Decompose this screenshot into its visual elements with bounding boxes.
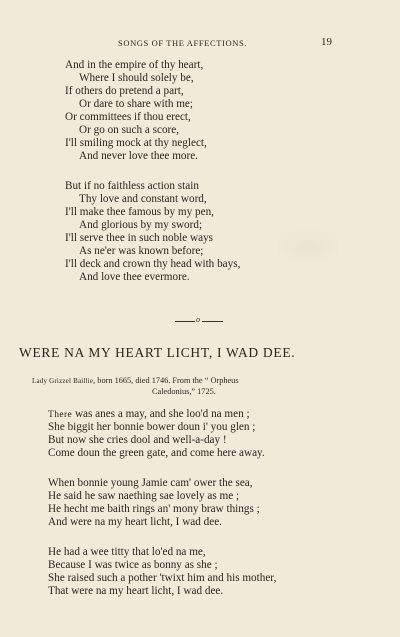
verse-line: And never love thee more. bbox=[79, 150, 198, 162]
verse-line: Come doun the green gate, and come here away. bbox=[48, 447, 265, 459]
running-head bbox=[0, 38, 400, 52]
verse-line: And love thee evermore. bbox=[79, 271, 190, 283]
divider-rule-left bbox=[175, 321, 195, 322]
verse-line: Because I was twice as bonny as she ; bbox=[48, 559, 218, 571]
verse-line: I'll deck and crown thy head with bays, bbox=[65, 258, 241, 270]
verse-line: As ne'er was known before; bbox=[79, 245, 204, 257]
author-name: Lady Grizzel Baillie bbox=[32, 377, 94, 385]
drop-word: There bbox=[48, 410, 73, 420]
verse-line: And were na my heart licht, I wad dee. bbox=[48, 516, 222, 528]
section-divider bbox=[175, 315, 223, 326]
verse-line: And glorious by my sword; bbox=[79, 219, 203, 231]
page-number: 19 bbox=[321, 36, 332, 48]
verse-line: And in the empire of thy heart, bbox=[65, 59, 204, 71]
verse-line: Thy love and constant word, bbox=[79, 193, 207, 205]
verse-line: That were na my heart licht, I wad dee. bbox=[48, 585, 224, 597]
verse-line bbox=[48, 408, 250, 422]
verse-line: She raised such a pother 'twixt him and his mother, bbox=[48, 572, 277, 584]
running-title: SONGS OF THE AFFECTIONS. bbox=[118, 38, 248, 48]
divider-rule-right bbox=[202, 321, 223, 322]
verse-line: If others do pretend a part, bbox=[65, 85, 184, 97]
verse-text: was anes a may, and she loo'd na men ; bbox=[72, 408, 250, 420]
verse-line: But now she cries dool and well-a-day ! bbox=[48, 434, 227, 446]
verse-line: She biggit her bonnie bower doun i' you glen ; bbox=[48, 421, 256, 433]
attribution-line-2: Caledonius,” 1725. bbox=[152, 387, 216, 396]
verse-line: I'll serve thee in such noble ways bbox=[65, 232, 214, 244]
verse-line: I'll smiling mock at thy neglect, bbox=[65, 137, 207, 149]
verse-line: When bonnie young Jamie cam' ower the sea, bbox=[48, 477, 253, 489]
verse-line: Or go on such a score, bbox=[79, 124, 180, 136]
verse-line: He had a wee titty that lo'ed na me, bbox=[48, 546, 206, 558]
divider-ornament: o bbox=[196, 315, 200, 324]
verse-line: Or dare to share with me; bbox=[79, 98, 194, 110]
song-title: WERE NA MY HEART LICHT, I WAD DEE. bbox=[19, 345, 296, 360]
verse-line: He said he saw naething sae lovely as me ; bbox=[48, 490, 240, 502]
verse-line: He hecht me baith rings an' mony braw things ; bbox=[48, 503, 260, 515]
verse-line: Where I should solely be, bbox=[79, 72, 194, 84]
attribution-details: , born 1665, died 1746. From the “ Orpheus bbox=[93, 376, 239, 385]
verse-line: But if no faithless action stain bbox=[65, 180, 199, 192]
verse-line: I'll make thee famous by my pen, bbox=[65, 206, 214, 218]
verse-line: Or committees if thou erect, bbox=[65, 111, 191, 123]
paper-smudge bbox=[278, 231, 338, 261]
